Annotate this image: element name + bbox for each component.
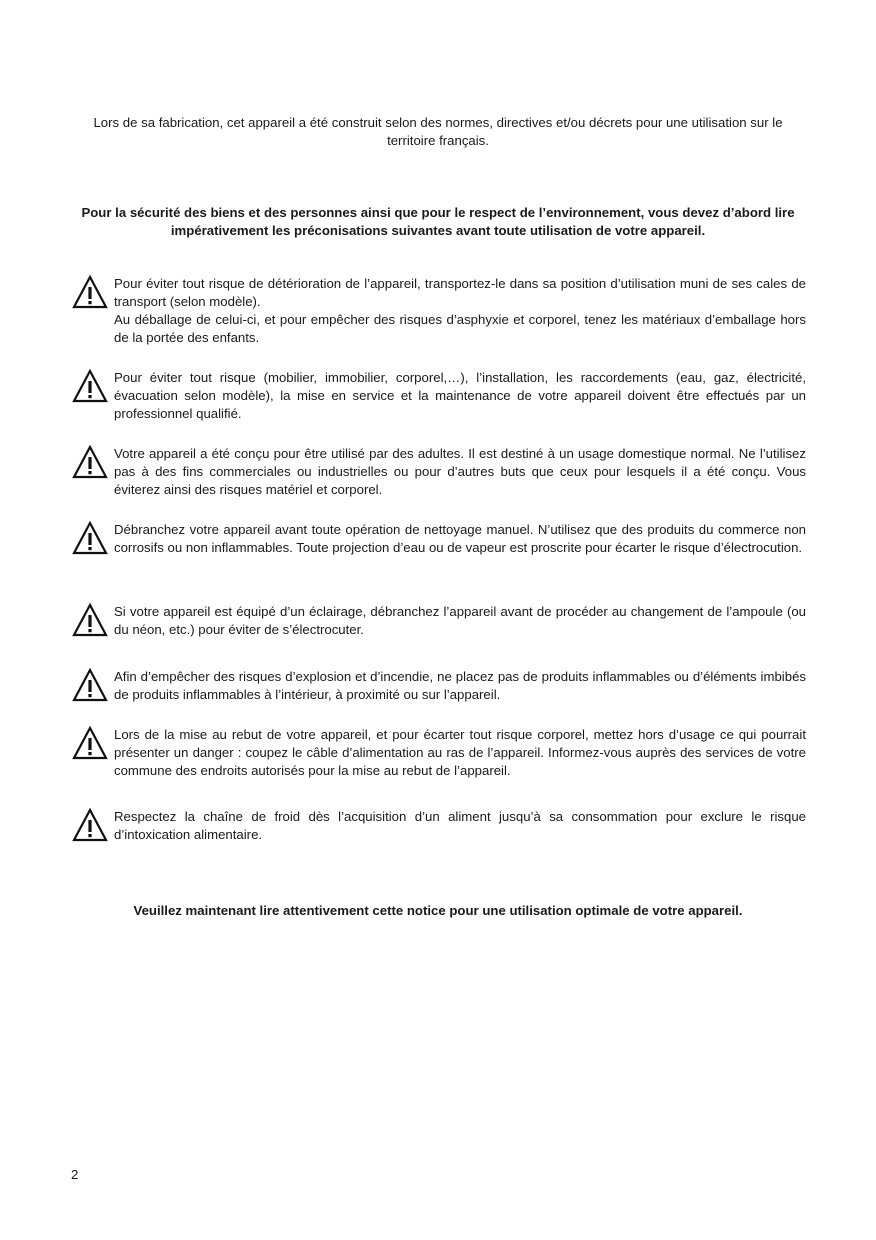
warning-text [114, 369, 806, 423]
warning-item [72, 668, 806, 704]
safety-notice-heading: Pour la sécurité des biens et des personnes ainsi que pour le respect de l’environnement, vous devez d’abord lire impérativement les préconisations suivantes avant toute utilisation de votre appareil. [81, 205, 795, 238]
warning-triangle-icon [72, 808, 108, 842]
warning-triangle-icon [72, 521, 108, 555]
warning-text [114, 275, 806, 347]
warning-paragraph: Débranchez votre appareil avant toute opération de nettoyage manuel. N’utilisez que des produits du commerce non corrosifs ou non inflammables. Toute projection d’eau ou de vapeur est proscrite pour écarter le risque d’électrocution. [114, 522, 806, 555]
warning-item [72, 808, 806, 844]
warning-item [72, 275, 806, 347]
warning-triangle-icon [72, 603, 108, 637]
warning-paragraph: Pour éviter tout risque de détérioration de l’appareil, transportez-le dans sa position d’utilisation muni de ses cales de transport (selon modèle). [114, 276, 806, 309]
warning-triangle-icon [72, 275, 108, 309]
warning-paragraph: Lors de la mise au rebut de votre appareil, et pour écarter tout risque corporel, mettez hors d’usage ce qui pourrait présenter un danger : coupez le câble d’alimentation au ras de l’appareil. Informez-vous auprès des services de votre commune des endroits autorisés pour la mise au rebut de l’appareil. [114, 727, 806, 778]
warning-item [72, 726, 806, 780]
closing-notice: Veuillez maintenant lire attentivement cette notice pour une utilisation optimale de votre appareil. [133, 903, 743, 918]
warning-text [114, 603, 806, 639]
warning-paragraph: Pour éviter tout risque (mobilier, immobilier, corporel,…), l’installation, les raccordements (eau, gaz, électricité, évacuation selon modèle), la mise en service et la maintenance de votre appareil doivent être effectués par un professionnel qualifié. [114, 370, 806, 421]
warning-triangle-icon [72, 668, 108, 702]
warning-item [72, 521, 806, 557]
warning-text [114, 808, 806, 844]
warning-item [72, 445, 806, 499]
warning-item [72, 603, 806, 639]
warning-paragraph: Si votre appareil est équipé d’un éclairage, débranchez l’appareil avant de procéder au changement de l’ampoule (ou du néon, etc.) pour éviter de s’électrocuter. [114, 604, 806, 637]
warning-paragraph: Afin d’empêcher des risques d’explosion et d’incendie, ne placez pas de produits inflammables ou d’éléments imbibés de produits inflammables à l’intérieur, à proximité ou sur l’appareil. [114, 669, 806, 702]
warning-text [114, 445, 806, 499]
warning-triangle-icon [72, 369, 108, 403]
warning-paragraph: Respectez la chaîne de froid dès l’acquisition d’un aliment jusqu’à sa consommation pour exclure le risque d’intoxication alimentaire. [114, 809, 806, 842]
warning-text [114, 521, 806, 557]
warning-paragraph: Votre appareil a été conçu pour être utilisé par des adultes. Il est destiné à un usage domestique normal. Ne l’utilisez pas à des fins commerciales ou industrielles ou pour d’autres buts que ceux pour lesquels il a été conçu. Vous éviterez ainsi des risques matériel et corporel. [114, 446, 806, 497]
intro-paragraph: Lors de sa fabrication, cet appareil a été construit selon des normes, directives et/ou décrets pour une utilisation sur le territoire français. [93, 115, 783, 148]
warning-text [114, 726, 806, 780]
warning-text [114, 668, 806, 704]
page-number: 2 [71, 1167, 79, 1182]
warning-triangle-icon [72, 726, 108, 760]
warning-paragraph: Au déballage de celui-ci, et pour empêcher des risques d’asphyxie et corporel, tenez les matériaux d’emballage hors de la portée des enfants. [114, 312, 806, 345]
warning-item [72, 369, 806, 423]
warning-triangle-icon [72, 445, 108, 479]
